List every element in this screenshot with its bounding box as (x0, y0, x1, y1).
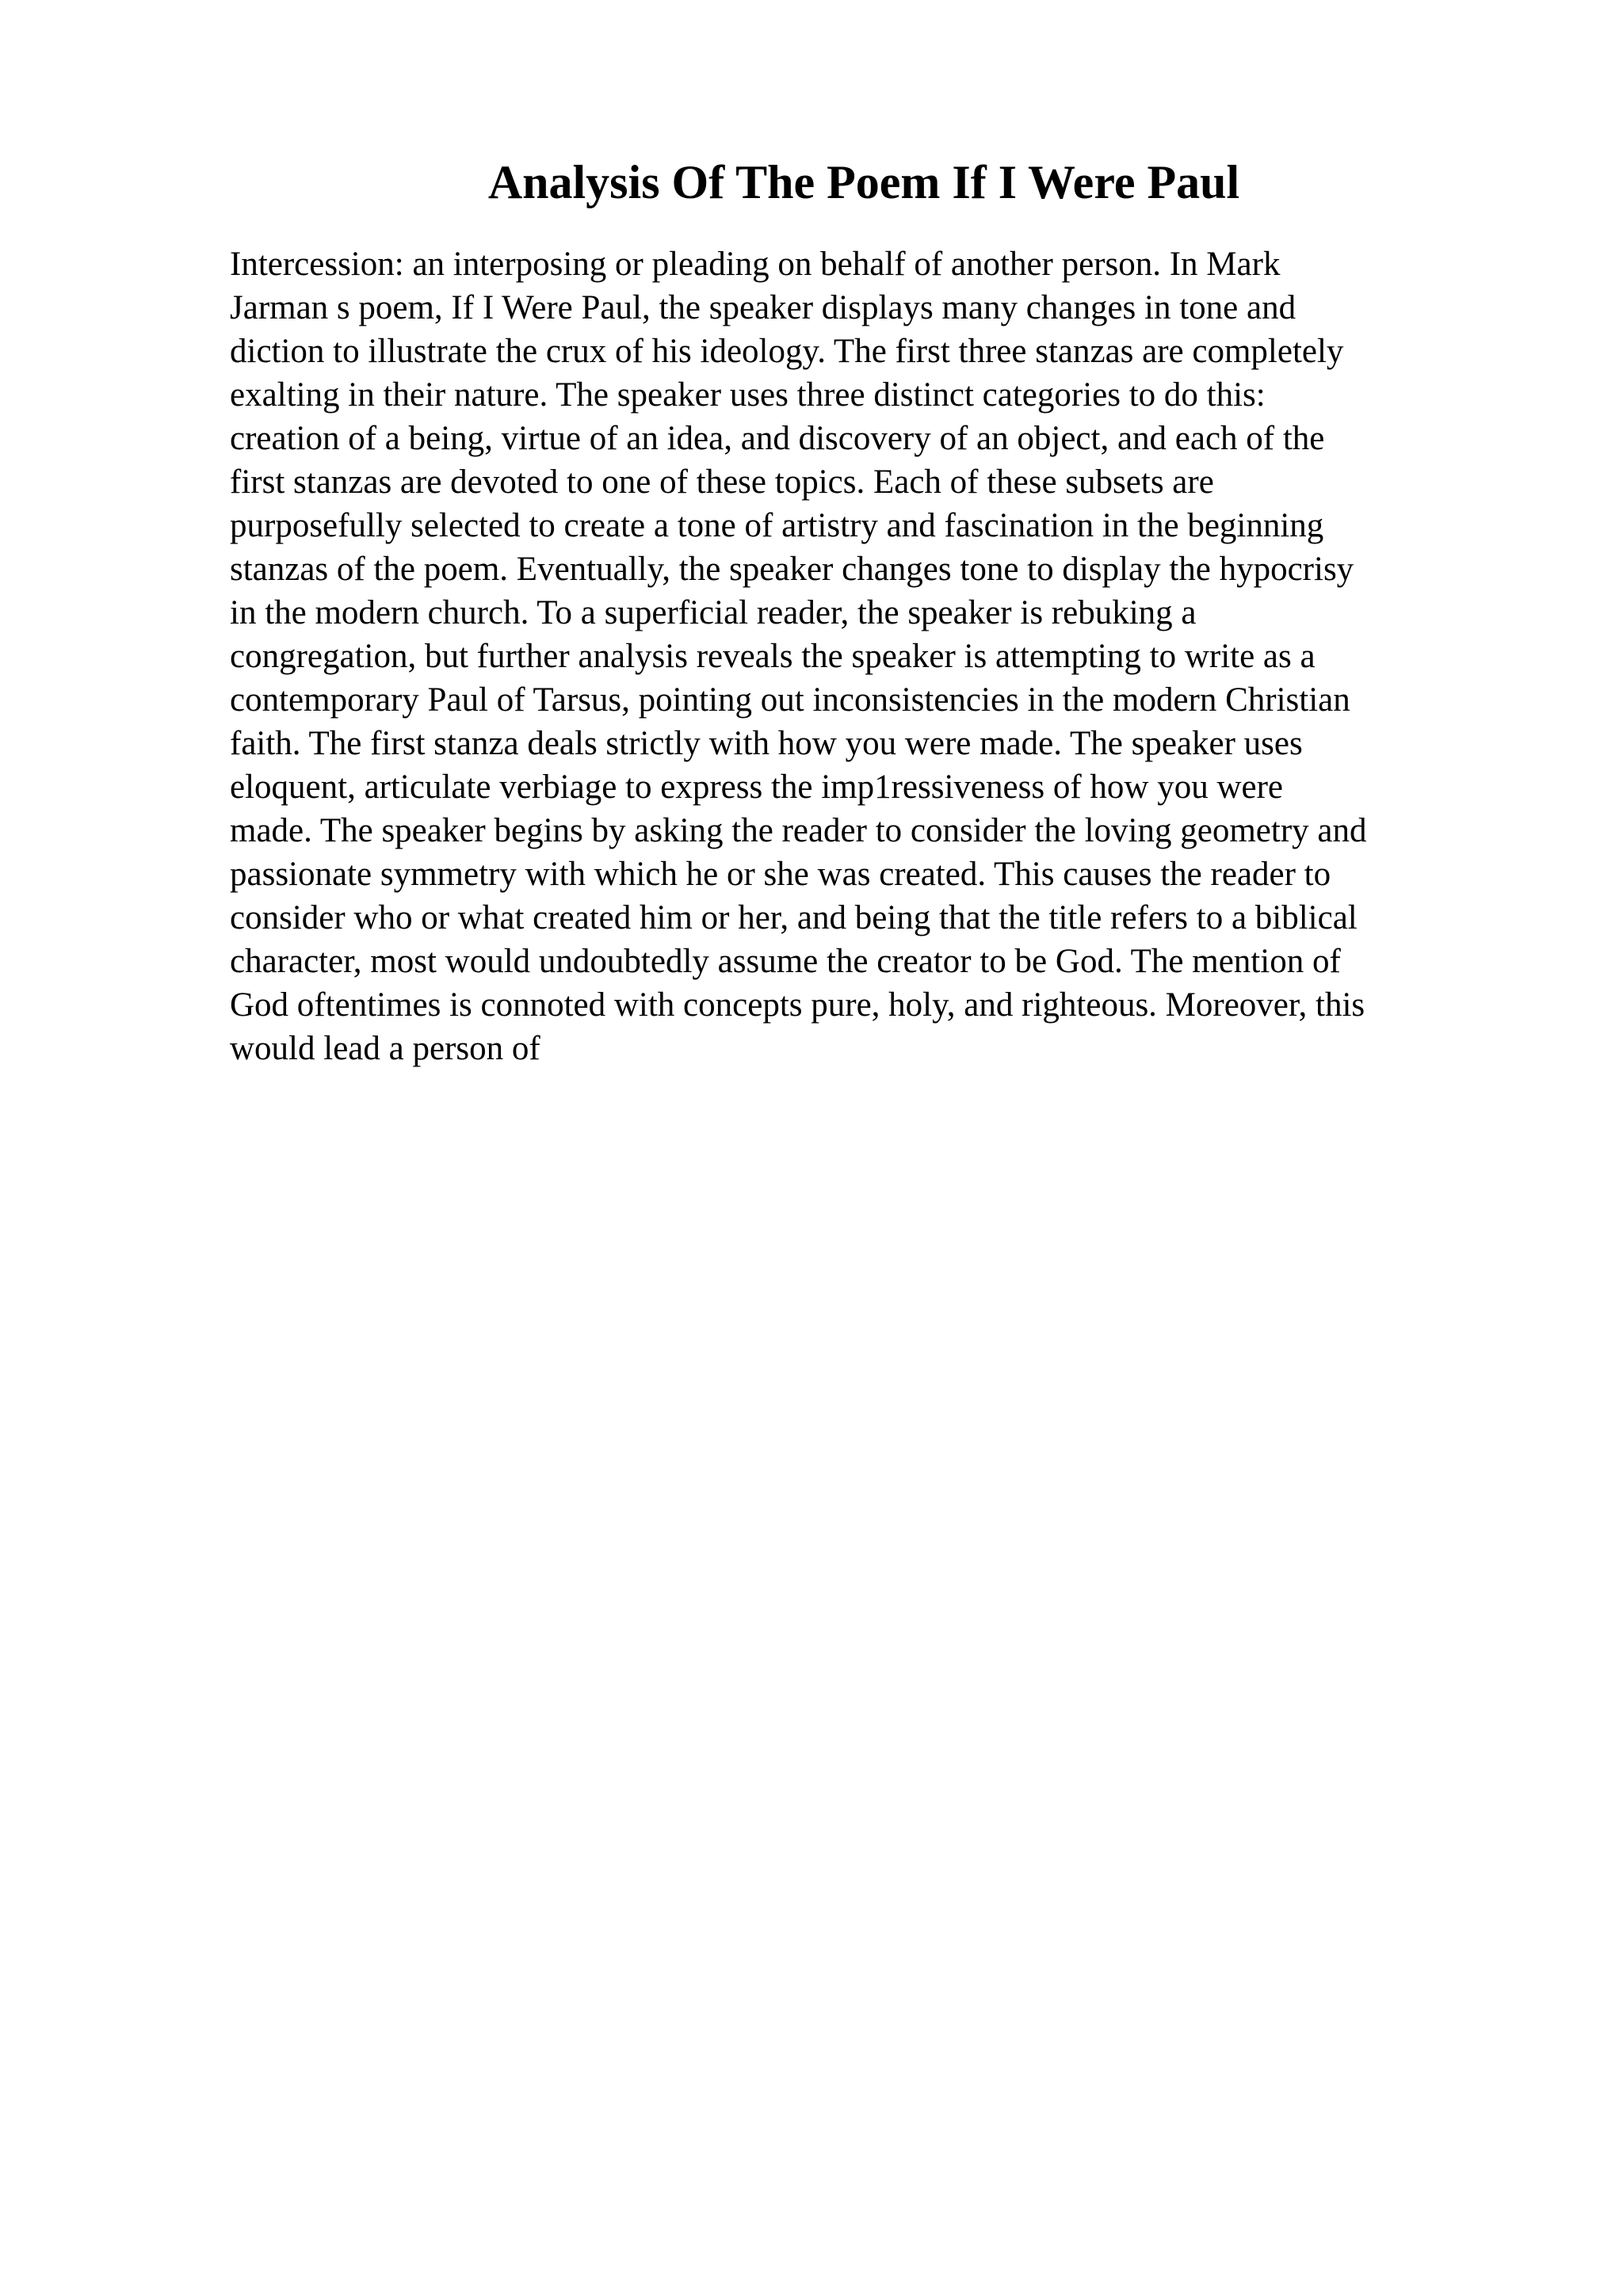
body-line: in the modern church. To a superficial reader, the speaker is rebuking a (230, 594, 1197, 631)
body-line: contemporary Paul of Tarsus, pointing out inconsistencies in the modern Christian (230, 681, 1350, 719)
body-line: first stanzas are devoted to one of these topics. Each of these subsets are (230, 463, 1214, 501)
body-line: character, most would undoubtedly assume the creator to be God. The mention of (230, 943, 1341, 980)
body-line: diction to illustrate the crux of his ideology. The first three stanzas are completely (230, 333, 1344, 370)
body-line: Intercession: an interposing or pleading on behalf of another person. In Mark (230, 246, 1281, 283)
body-line: exalting in their nature. The speaker uses three distinct categories to do this: (230, 376, 1266, 414)
body-line: purposefully selected to create a tone of artistry and fascination in the beginning (230, 507, 1324, 544)
body-line: would lead a person of (230, 1030, 540, 1067)
body-line: made. The speaker begins by asking the reader to consider the loving geometry and (230, 812, 1367, 849)
body-line: Jarman s poem, If I Were Paul, the speaker displays many changes in tone and (230, 289, 1296, 326)
body-line: creation of a being, virtue of an idea, and discovery of an object, and each of the (230, 420, 1325, 457)
body-line: stanzas of the poem. Eventually, the speaker changes tone to display the hypocrisy (230, 551, 1354, 588)
body-line: passionate symmetry with which he or she was created. This causes the reader to (230, 856, 1331, 893)
body-line: faith. The first stanza deals strictly with how you were made. The speaker uses (230, 725, 1303, 762)
body-line: congregation, but further analysis reveals the speaker is attempting to write as a (230, 638, 1316, 675)
document-title: Analysis Of The Poem If I Were Paul (487, 156, 1240, 208)
body-line: God oftentimes is connoted with concepts pure, holy, and righteous. Moreover, this (230, 986, 1365, 1024)
body-line: consider who or what created him or her, and being that the title refers to a biblical (230, 899, 1358, 936)
body-line: eloquent, articulate verbiage to express the imp1ressiveness of how you were (230, 769, 1283, 806)
document-body (230, 242, 1498, 1070)
